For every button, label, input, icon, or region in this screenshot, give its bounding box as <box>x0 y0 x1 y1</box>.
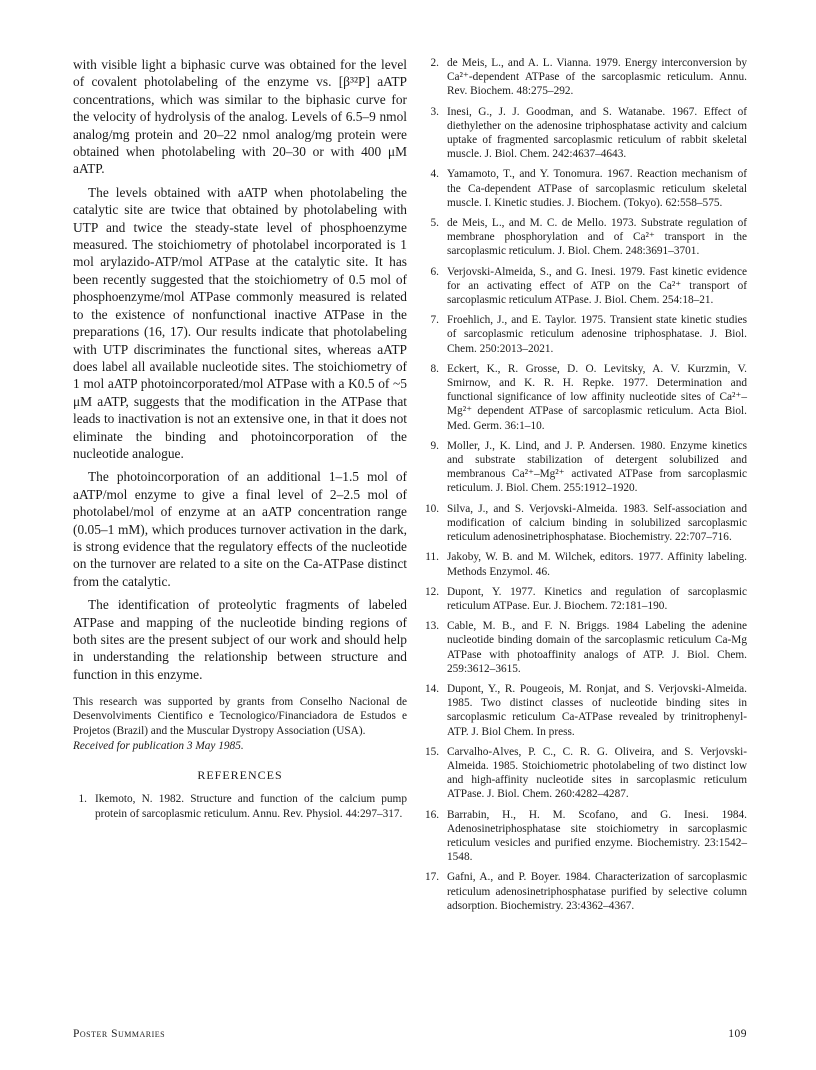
acknowledgment: This research was supported by grants from Conselho Nacional de Desenvolviments Cientifico e Tecnologico/Financiadora de Estudos e Projetos (Brazil) and the Muscular Dystropy Association (USA). <box>73 696 407 737</box>
reference-number: 17. <box>425 871 440 884</box>
reference-text: Inesi, G., J. J. Goodman, and S. Watanabe. 1967. Effect of diethylether on the adenosine triphosphatase activity and calcium uptake of fragmented sarcoplasmic reticulum of rabbit skeletal muscle. J. Biol. Chem. 242:4637–4643. <box>447 105 747 161</box>
reference-text: Cable, M. B., and F. N. Briggs. 1984 Labeling the adenine nucleotide binding domain of the sarcoplasmic reticulum Ca-Mg ATPase with photoaffinity analogs of ATP. J. Biol. Chem. 259:3612–3615. <box>447 620 747 675</box>
reference-number: 8. <box>430 362 439 375</box>
reference-number: 16. <box>425 808 440 821</box>
reference-number: 3. <box>430 105 439 118</box>
reference-text: Eckert, K., R. Grosse, D. O. Levitsky, A. V. Kurzmin, V. Smirnow, and K. R. H. Repke. 1977. Determination and functional significance of low affinity nucleotide sites of Ca²⁺–Mg²⁺ dependent ATPase of sarcoplasmic reticulum. Acta Biol. Med. Germ. 36:1–10. <box>447 362 747 432</box>
reference-text: Jakoby, W. B. and M. Wilchek, editors. 1977. Affinity labeling. Methods Enzymol. 46. <box>447 551 747 578</box>
reference-item <box>425 265 747 308</box>
reference-number: 1. <box>78 793 87 806</box>
reference-item <box>425 167 747 210</box>
reference-number: 4. <box>430 168 439 181</box>
reference-text: Verjovski-Almeida, S., and G. Inesi. 1979. Fast kinetic evidence for an activating effect of ATP on the Ca²⁺ transport of sarcoplasmic reticulum ATPase. J. Biol. Chem. 254:18–21. <box>447 265 747 307</box>
received-date: Received for publication 3 May 1985. <box>73 739 244 752</box>
reference-number: 9. <box>430 439 439 452</box>
reference-item <box>425 216 747 259</box>
reference-item <box>425 808 747 865</box>
reference-text: Gafni, A., and P. Boyer. 1984. Characterization of sarcoplasmic reticulum adenosinetriphosphatase purified by selective column adsorption. Biochemistry. 23:4362–4367. <box>447 871 747 912</box>
body-paragraph: The levels obtained with aATP when photolabeling the catalytic site are twice that obtained by photolabeling with UTP and twice the steady-state level of phosphoenzyme measured. The stoichiometry of photolabel incorporated is 1 mol arylazido-ATP/mol ATPase at the catalytic site. It has been recently suggested that the stoichiometry of 0.5 mol of phosphoenzyme/mol ATPase commonly measured is related to the existence of nonfunctional inactive ATPase in the preparations (16, 17). Our results indicate that photolabeling with UTP discriminates the functional sites, whereas aATP does label all available nucleotide sites. The stoichiometry of 1 mol aATP photoincorporated/mol ATPase with a K0.5 of ~5 μM aATP, suggests that the modification in the ATPase that leads to inactivation is not an extensive one, in that it does not eliminate the binding and photoincorporation of the nucleotide analogue. <box>73 184 407 461</box>
reference-item <box>425 585 747 613</box>
reference-text: Ikemoto, N. 1982. Structure and function of the calcium pump protein of sarcoplasmic reticulum. Annu. Rev. Physiol. 44:297–317. <box>95 793 407 820</box>
reference-item <box>73 792 407 820</box>
right-column <box>425 56 747 919</box>
reference-number: 13. <box>425 620 440 633</box>
reference-text: de Meis, L., and A. L. Vianna. 1979. Energy interconversion by Ca²⁺-dependent ATPase of the sarcoplasmic reticulum. Annu. Rev. Biochem. 48:275–292. <box>447 57 747 98</box>
reference-number: 7. <box>430 314 439 327</box>
reference-item <box>425 550 747 578</box>
reference-item <box>425 105 747 162</box>
reference-text: Froehlich, J., and E. Taylor. 1975. Transient state kinetic studies of sarcoplasmic reticulum adenosine triphosphatase. J. Biol. Chem. 250:2013–2021. <box>447 314 747 355</box>
references-heading: REFERENCES <box>197 768 283 783</box>
reference-text: Dupont, Y., R. Pougeois, M. Ronjat, and S. Verjovski-Almeida. 1985. Two distinct classes of nucleotide binding sites in sarcoplasmic reticulum Ca-ATPase revealed by trinitrophenyl-ATP. J. Biol Chem. In press. <box>447 682 747 738</box>
reference-number: 12. <box>425 585 440 598</box>
reference-number: 15. <box>425 745 440 758</box>
reference-item <box>425 56 747 99</box>
reference-text: Dupont, Y. 1977. Kinetics and regulation of sarcoplasmic reticulum ATPase. Eur. J. Biochem. 72:181–190. <box>447 585 747 612</box>
reference-item <box>425 313 747 356</box>
reference-number: 5. <box>430 217 439 230</box>
body-paragraph: The photoincorporation of an additional 1–1.5 mol of aATP/mol enzyme to give a final level of 2–2.5 mol of photolabel/mol of enzyme at an aATP concentration range (0.05–1 mM), which produces turnover activation in the dark, is strong evidence that the regulatory effects of the nucleotide on the turnover are related to a site on the Ca-ATPase distinct from the catalytic. <box>73 469 407 589</box>
body-paragraph: The identification of proteolytic fragments of labeled ATPase and mapping of the nucleotide binding regions of both sites are the present subject of our work and should help in understanding the relationship between structure and function in this enzyme. <box>73 597 407 682</box>
reference-item <box>425 619 747 676</box>
reference-number: 6. <box>430 265 439 278</box>
reference-number: 2. <box>430 57 439 69</box>
reference-item <box>425 870 747 913</box>
reference-text: Moller, J., K. Lind, and J. P. Andersen. 1980. Enzyme kinetics and substrate stabilization of detergent solubilized and membranous Ca²⁺–Mg²⁺ activated ATPase from sarcoplasmic reticulum. J. Biol. Chem. 255:1912–1920. <box>447 439 747 495</box>
reference-item <box>425 439 747 496</box>
reference-number: 14. <box>425 682 440 695</box>
reference-text: Yamamoto, T., and Y. Tonomura. 1967. Reaction mechanism of the Ca-dependent ATPase of sarcoplasmic reticulum skeletal muscle. I. Kinetic studies. J. Biochem. (Tokyo). 62:558–575. <box>447 168 747 209</box>
body-paragraph: with visible light a biphasic curve was obtained for the level of covalent photolabeling of the enzyme vs. [β³²P] aATP concentrations, which was similar to the biphasic curve for the velocity of hydrolysis of the analog. Levels of 6.5–9 nmol analog/mg protein and 20–22 nmol analog/mg protein were obtained when photolabeling with 20–30 or with 400 μM aATP. <box>73 57 407 177</box>
footer-section-title: Poster Summaries <box>73 1028 166 1040</box>
page-number: 109 <box>728 1028 747 1040</box>
reference-number: 10. <box>425 502 440 515</box>
left-column <box>73 56 407 827</box>
reference-item <box>425 682 747 739</box>
reference-text: Carvalho-Alves, P. C., C. R. G. Oliveira, and S. Verjovski-Almeida. 1985. Stoichiometric photolabeling of two distinct low and high-affinity nucleotide sites in sarcoplasmic reticulum ATPase. J. Biol. Chem. 260:4282–4287. <box>447 745 747 801</box>
reference-item <box>425 362 747 433</box>
reference-item <box>425 745 747 802</box>
reference-number: 11. <box>425 551 439 564</box>
reference-item <box>425 502 747 545</box>
reference-text: Silva, J., and S. Verjovski-Almeida. 1983. Self-association and modification of calcium binding in solubilized sarcoplasmic reticulum adenosinetriphosphatase. Biochemistry. 22:707–716. <box>447 502 747 544</box>
reference-text: de Meis, L., and M. C. de Mello. 1973. Substrate regulation of membrane phosphorylation and of Ca²⁺ transport in the sarcoplasmic reticulum. J. Biol. Chem. 248:3691–3701. <box>447 217 747 258</box>
reference-text: Barrabin, H., H. M. Scofano, and G. Inesi. 1984. Adenosinetriphosphatase site stoichiometry in sarcoplasmic reticulum vesicles and purified enzyme. Biochemistry. 23:1542–1548. <box>447 808 747 864</box>
